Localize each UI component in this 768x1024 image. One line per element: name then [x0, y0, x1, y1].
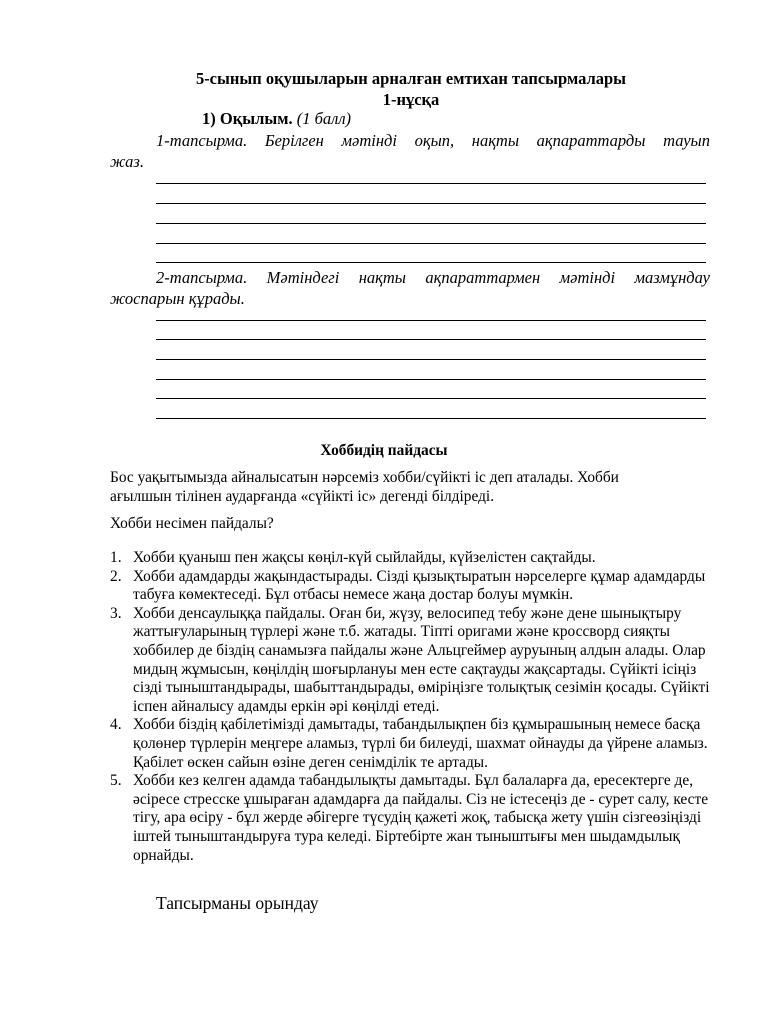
task-2-instruction-cont: жоспарын құрады.: [110, 289, 245, 308]
list-item: [110, 772, 710, 865]
list-item-number: 4.: [110, 716, 122, 734]
list-item-text: Хобби денсаулыққа пайдалы. Оған би, жүзу, велосипед тебу және дене шынықтыру жаттығуларының түрлері және т.б. жатады. Тіпті оригами және кроссворд сияқты хоббилер де біздің санамызға пайдалы және Альцгеймер ауруының алдын алады. Олар мидың жұмысын, көңілдің шоғырлануы мен есте сақтауды жақсартады. Сүйікті ісіңіз сізді тыныштандырады, шабыттандырады, өміріңізге толықтық сезімін қосады. Сүйікті іспен айналысу адамды еркін әрі көңілді етеді.: [133, 604, 710, 715]
list-item-text: Хобби адамдарды жақындастырады. Сізді қызықтыратын нәрселерге құмар адамдарды табуға көмектеседі. Бұл отбасы немесе жаңа достар болуы мүмкін.: [133, 567, 706, 604]
section-heading: [202, 109, 351, 129]
answer-line: [156, 418, 706, 419]
answer-line: [156, 243, 706, 244]
list-item: [110, 568, 710, 605]
list-item-number: 5.: [110, 772, 122, 790]
question-text: Хобби несімен пайдалы?: [110, 515, 274, 532]
task-2-instruction: 2-тапсырма. Мәтіндегі нақты ақпараттармен мәтінді мазмұндау: [156, 268, 710, 287]
intro-line-1: Бос уақытымызда айналысатын нәрсеміз хобби/сүйікті іс деп аталады. Хобби: [110, 469, 619, 486]
section-score: (1 балл): [296, 109, 352, 128]
answer-line: [156, 223, 706, 224]
answer-line: [156, 379, 706, 380]
list-item-number: 3.: [110, 604, 122, 622]
list-item-number: 1.: [110, 549, 122, 566]
answer-line: [156, 339, 706, 340]
document-title: 5-сынып оқушыларын арналған емтихан тапсырмалары: [195, 69, 627, 88]
footer-label: Тапсырманы орындау: [156, 893, 319, 913]
intro-line-2: ағылшын тілінен аударғанда «сүйікті іс» дегенді білдіреді.: [110, 488, 495, 505]
section-label: 1) Оқылым.: [202, 109, 293, 128]
list-item: [110, 716, 710, 772]
task-1-instruction-cont: жаз.: [110, 152, 144, 171]
list-item: [110, 549, 710, 568]
answer-line: [156, 183, 706, 184]
list-item-text: Хобби біздің қабілетімізді дамытады, табандылықпен біз құмырашының немесе басқа қолөнер түрлерін меңгере аламыз, түрлі би билеуді, шахмат ойнауды да үйрене аламыз. Қабілет өскен сайын өзіне деген сенімділік те артады.: [133, 716, 708, 771]
answer-line: [156, 203, 706, 204]
answer-line: [156, 320, 706, 321]
list-item-number: 2.: [110, 567, 122, 585]
variant-label: 1-нұсқа: [382, 90, 440, 109]
list-item-text: Хобби кез келген адамда табандылықты дамытады. Бұл балаларға да, ересектерге де, әсіресе стресске ұшыраған адамдарға да пайдалы. Сіз не істесеңіз де - сурет салу, кесте тігу, ара өсіру - бұл жерде әбігерге түсудің қажеті жоқ, табысқа жету үшін сізгеөзіңізді іштей тыныштандыруға тура келеді. Біртебірте жан тыныштығы мен шыдамдылық орнайды.: [133, 772, 709, 864]
text-heading: Хоббидің пайдасы: [320, 442, 448, 459]
list-item: [110, 605, 710, 717]
benefits-list: [110, 549, 710, 865]
answer-line: [156, 398, 706, 399]
answer-line: [156, 262, 706, 263]
list-item-text: Хобби қуаныш пен жақсы көңіл-күй сыйлайды, күйзелістен сақтайды.: [133, 549, 596, 566]
answer-line: [156, 359, 706, 360]
task-1-instruction: 1-тапсырма. Берілген мәтінді оқып, нақты ақпараттарды тауып: [156, 131, 710, 150]
